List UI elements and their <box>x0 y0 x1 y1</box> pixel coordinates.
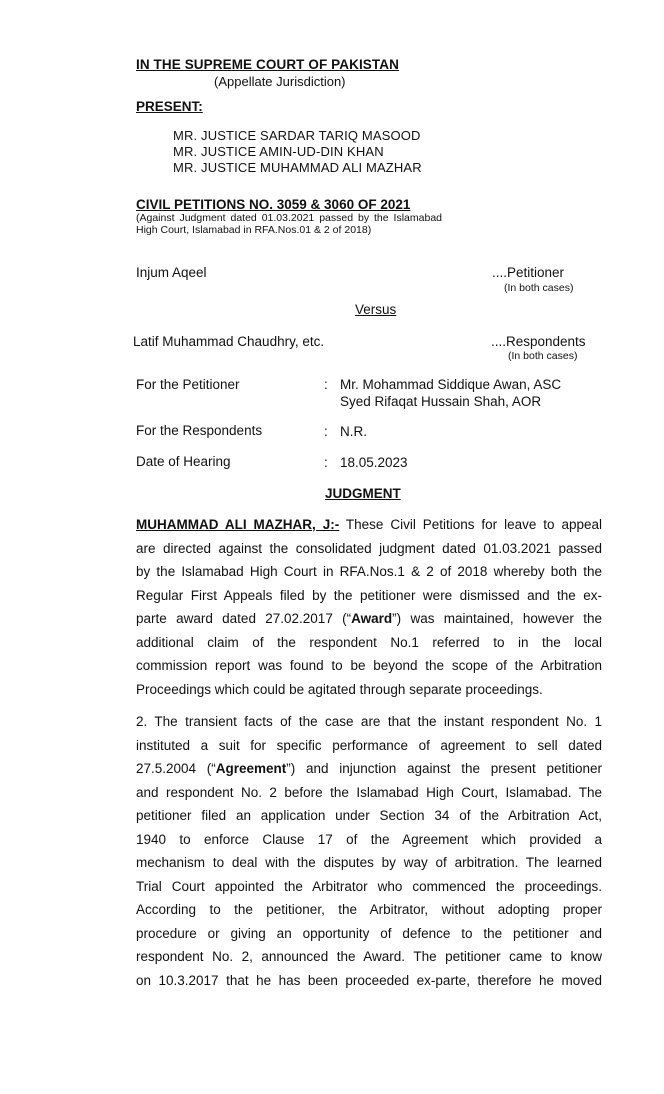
para2-line-9: According to the petitioner, the Arbitrator, without adopting proper <box>136 902 602 917</box>
respondent-note: (In both cases) <box>508 350 578 362</box>
colon-3: : <box>324 455 328 470</box>
para1-line-3: by the Islamabad High Court in RFA.Nos.1 & 2 of 2018 whereby both the <box>136 564 602 579</box>
para1-line-2: are directed against the consolidated judgment dated 01.03.2021 passed <box>136 540 602 556</box>
para1-line-6: additional claim of the respondent No.1 referred to in the local <box>136 634 602 650</box>
case-subtitle: (Against Judgment dated 01.03.2021 passed by the Islamabad High Court, Islamabad in RFA.Nos.01 & 2 of 2018) <box>136 212 442 237</box>
respondent-counsel: N.R. <box>340 424 367 439</box>
para2-line-5: petitioner filed an application under Section 34 of the Arbitration Act, <box>136 808 602 823</box>
hearing-date: 18.05.2023 <box>340 455 408 470</box>
para2-line-3 <box>136 757 602 781</box>
para2-line-12: on 10.3.2017 that he has been proceeded ex-parte, therefore he moved <box>136 972 602 988</box>
petitioner-counsel-label: For the Petitioner <box>136 377 240 392</box>
para2-line-3a: 27.5.2004 (“ <box>136 761 216 776</box>
para2-line-11: respondent No. 2, announced the Award. The petitioner came to know <box>136 949 602 964</box>
jurisdiction: (Appellate Jurisdiction) <box>214 74 346 89</box>
agreement-term: Agreement <box>215 761 287 776</box>
respondent-role: ....Respondents <box>491 334 586 349</box>
award-term: Award <box>351 611 393 626</box>
judgment-paragraph-2 <box>136 710 602 992</box>
para2-line-10: procedure or giving an opportunity of defence to the petitioner and <box>136 925 602 941</box>
petitioner-counsel-1: Mr. Mohammad Siddique Awan, ASC <box>340 377 562 392</box>
para1-line-7: commission report was found to be beyond the scope of the Arbitration <box>136 658 602 673</box>
para1-line-4: Regular First Appeals filed by the petitioner were dismissed and the ex- <box>136 587 602 603</box>
hearing-label: Date of Hearing <box>136 454 231 469</box>
versus-label: Versus <box>355 302 397 317</box>
para2-line-3b: ”) and injunction against the present petitioner <box>286 761 602 776</box>
judgment-heading: JUDGMENT <box>325 486 401 501</box>
para2-line-2: instituted a suit for specific performance of agreement to sell dated <box>136 737 602 753</box>
petitioner-note: (In both cases) <box>504 282 574 294</box>
case-title: CIVIL PETITIONS NO. 3059 & 3060 OF 2021 <box>136 197 411 212</box>
para2-line-8: Trial Court appointed the Arbitrator who commenced the proceedings. <box>136 878 602 894</box>
para1-line-1 <box>136 513 602 537</box>
colon-1: : <box>324 377 328 392</box>
court-title: IN THE SUPREME COURT OF PAKISTAN <box>136 57 399 72</box>
para1-line-5b: ”) was maintained, however the <box>392 611 602 626</box>
para1-line-8: Proceedings which could be agitated through separate proceedings. <box>136 681 543 697</box>
para2-line-1: 2. The transient facts of the case are that the instant respondent No. 1 <box>136 714 602 729</box>
para1-line-5a: parte award dated 27.02.2017 (“ <box>136 611 352 626</box>
judge-1: MR. JUSTICE SARDAR TARIQ MASOOD <box>173 128 421 143</box>
respondent-name: Latif Muhammad Chaudhry, etc. <box>133 334 325 349</box>
judge-2: MR. JUSTICE AMIN-UD-DIN KHAN <box>173 144 384 159</box>
petitioner-name: Injum Aqeel <box>136 265 207 280</box>
judge-3: MR. JUSTICE MUHAMMAD ALI MAZHAR <box>173 160 422 175</box>
para2-line-6: 1940 to enforce Clause 17 of the Agreement which provided a <box>136 831 602 847</box>
para1-line-1-text: These Civil Petitions for leave to appeal <box>339 517 602 532</box>
petitioner-counsel-2: Syed Rifaqat Hussain Shah, AOR <box>340 394 542 409</box>
judgment-author: MUHAMMAD ALI MAZHAR, J:- <box>136 517 340 532</box>
judgment-paragraph-1 <box>136 513 602 701</box>
para1-line-5 <box>136 607 602 631</box>
para2-line-7: mechanism to deal with the disputes by way of arbitration. The learned <box>136 855 602 870</box>
petitioner-role: ....Petitioner <box>492 265 565 280</box>
respondent-counsel-label: For the Respondents <box>136 423 263 438</box>
para2-line-4: and respondent No. 2 before the Islamabad High Court, Islamabad. The <box>136 784 602 800</box>
present-label: PRESENT: <box>136 99 203 114</box>
colon-2: : <box>324 424 328 439</box>
